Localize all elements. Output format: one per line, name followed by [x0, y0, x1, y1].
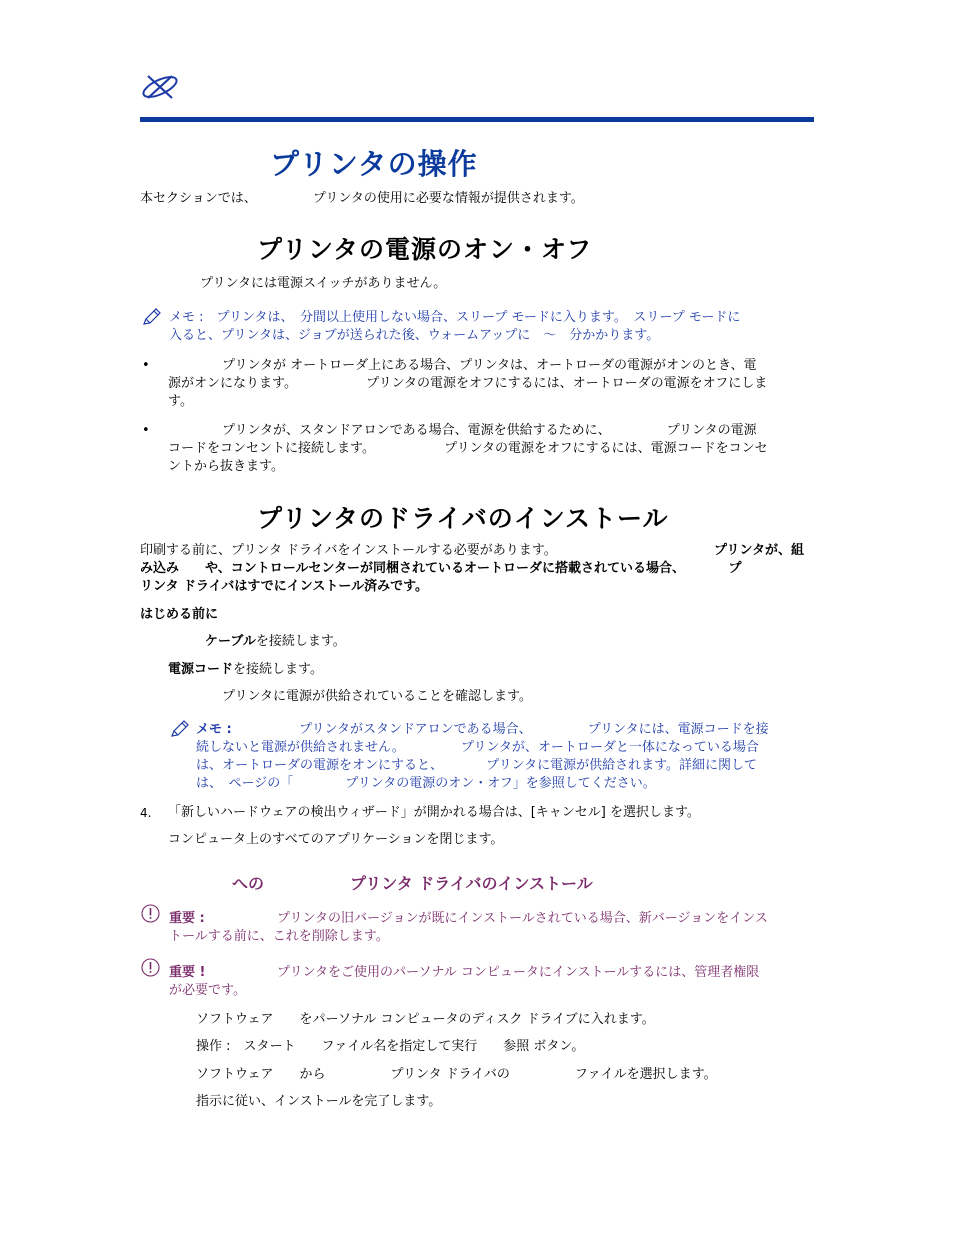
- bullet2-line3: ントから抜きます。: [168, 459, 284, 474]
- important1-label: 重要 :: [169, 911, 205, 926]
- power-line: プリンタには電源スイッチがありません。: [200, 276, 447, 291]
- important-icon: [141, 904, 160, 923]
- install-step3: ソフトウェア から プリンタ ドライバの ファイルを選択します。: [196, 1067, 717, 1082]
- driver-para-line2: み込み や、コントロールセンターが同梱されているオートローダに搭載されている場合、 プ: [140, 561, 742, 576]
- pencil-icon: [142, 307, 162, 327]
- header-rule: [140, 117, 814, 122]
- important-icon: [141, 958, 160, 977]
- intro-text: 本セクションでは、 プリンタの使用に必要な情報が提供されます。: [140, 191, 584, 206]
- power-heading: プリンタの電源のオン・オフ: [257, 235, 593, 264]
- power-memo-line1: メモ : プリンタは、 分間以上使用しない場合、スリープ モードに入ります。 スリープ モードに: [169, 310, 741, 325]
- important1-line2: トールする前に、これを削除します。: [169, 929, 389, 944]
- step5: コンピュータ上のすべてのアプリケーションを閉じます。: [168, 832, 504, 847]
- driver-memo-line3: は、オートローダの電源をオンにすると、 プリンタに電源が供給されます。詳細に関して: [196, 758, 758, 773]
- step1: ケーブルを接続します。: [205, 634, 346, 649]
- install-step4: 指示に従い、インストールを完了します。: [196, 1094, 442, 1109]
- step2: 電源コードを接続します。: [168, 662, 323, 677]
- pencil-icon: [170, 719, 190, 739]
- step3: プリンタに電源が供給されていることを確認します。: [222, 689, 532, 704]
- bullet1-line1: プリンタが オートローダ上にある場合、プリンタは、オートローダの電源がオンのとき、電: [222, 358, 757, 373]
- important2-line2: が必要です。: [169, 983, 246, 998]
- page-title: プリンタの操作: [270, 147, 478, 181]
- bullet2-line2: コードをコンセントに接続します。 プリンタの電源をオフにするには、電源コードをコンセ: [168, 441, 768, 456]
- important2-label: 重要 !: [169, 965, 206, 980]
- driver-memo-line1: プリンタがスタンドアロンである場合、 プリンタには、電源コードを接: [299, 722, 769, 737]
- bullet1-line3: す。: [168, 394, 193, 409]
- before-label: はじめる前に: [140, 607, 219, 622]
- power-memo-line2: 入ると、プリンタは、ジョブが送られた後、ウォームアップに ～ 分かかります。: [169, 328, 660, 343]
- bullet2-line1: プリンタが、スタンドアロンである場合、電源を供給するために、 プリンタの電源: [222, 423, 757, 438]
- install-heading-part2: プリンタ ドライバのインストール: [350, 874, 593, 893]
- install-step1: ソフトウェア をパーソナル コンピュータのディスク ドライブに入れます。: [196, 1012, 655, 1027]
- important1-line1: プリンタの旧バージョンが既にインストールされている場合、新バージョンをインス: [277, 911, 768, 926]
- driver-memo-label: メモ :: [196, 722, 232, 737]
- step4-number: 4.: [140, 806, 152, 820]
- install-step2: 操作 : スタート ファイル名を指定して実行 参照 ボタン。: [196, 1039, 585, 1054]
- bullet-marker: •: [142, 358, 150, 373]
- bullet1-line2: 源がオンになります。 プリンタの電源をオフにするには、オートローダの電源をオフにしま: [168, 376, 768, 391]
- company-logo-icon: [139, 70, 181, 102]
- driver-para-line1: 印刷する前に、プリンタ ドライバをインストールする必要があります。: [140, 543, 557, 558]
- driver-para-line3: リンタ ドライバはすでにインストール済みです。: [140, 579, 429, 594]
- driver-para-line1-bold: プリンタが、組: [714, 543, 804, 558]
- driver-memo-line4: は、 ページの「 プリンタの電源のオン・オフ」を参照してください。: [196, 776, 656, 791]
- step4: 「新しいハードウェアの検出ウィザード」が開かれる場合は、[キャンセル] を選択します。: [168, 805, 700, 820]
- driver-memo-line2: 続しないと電源が供給されません。 プリンタが、オートローダと一体になっている場合: [196, 740, 759, 755]
- important2-line1: プリンタをご使用のパーソナル コンピュータにインストールするには、管理者権限: [277, 965, 760, 980]
- install-heading-part1: への: [232, 874, 265, 893]
- driver-heading: プリンタのドライバのインストール: [257, 504, 669, 533]
- bullet-marker: •: [142, 423, 150, 438]
